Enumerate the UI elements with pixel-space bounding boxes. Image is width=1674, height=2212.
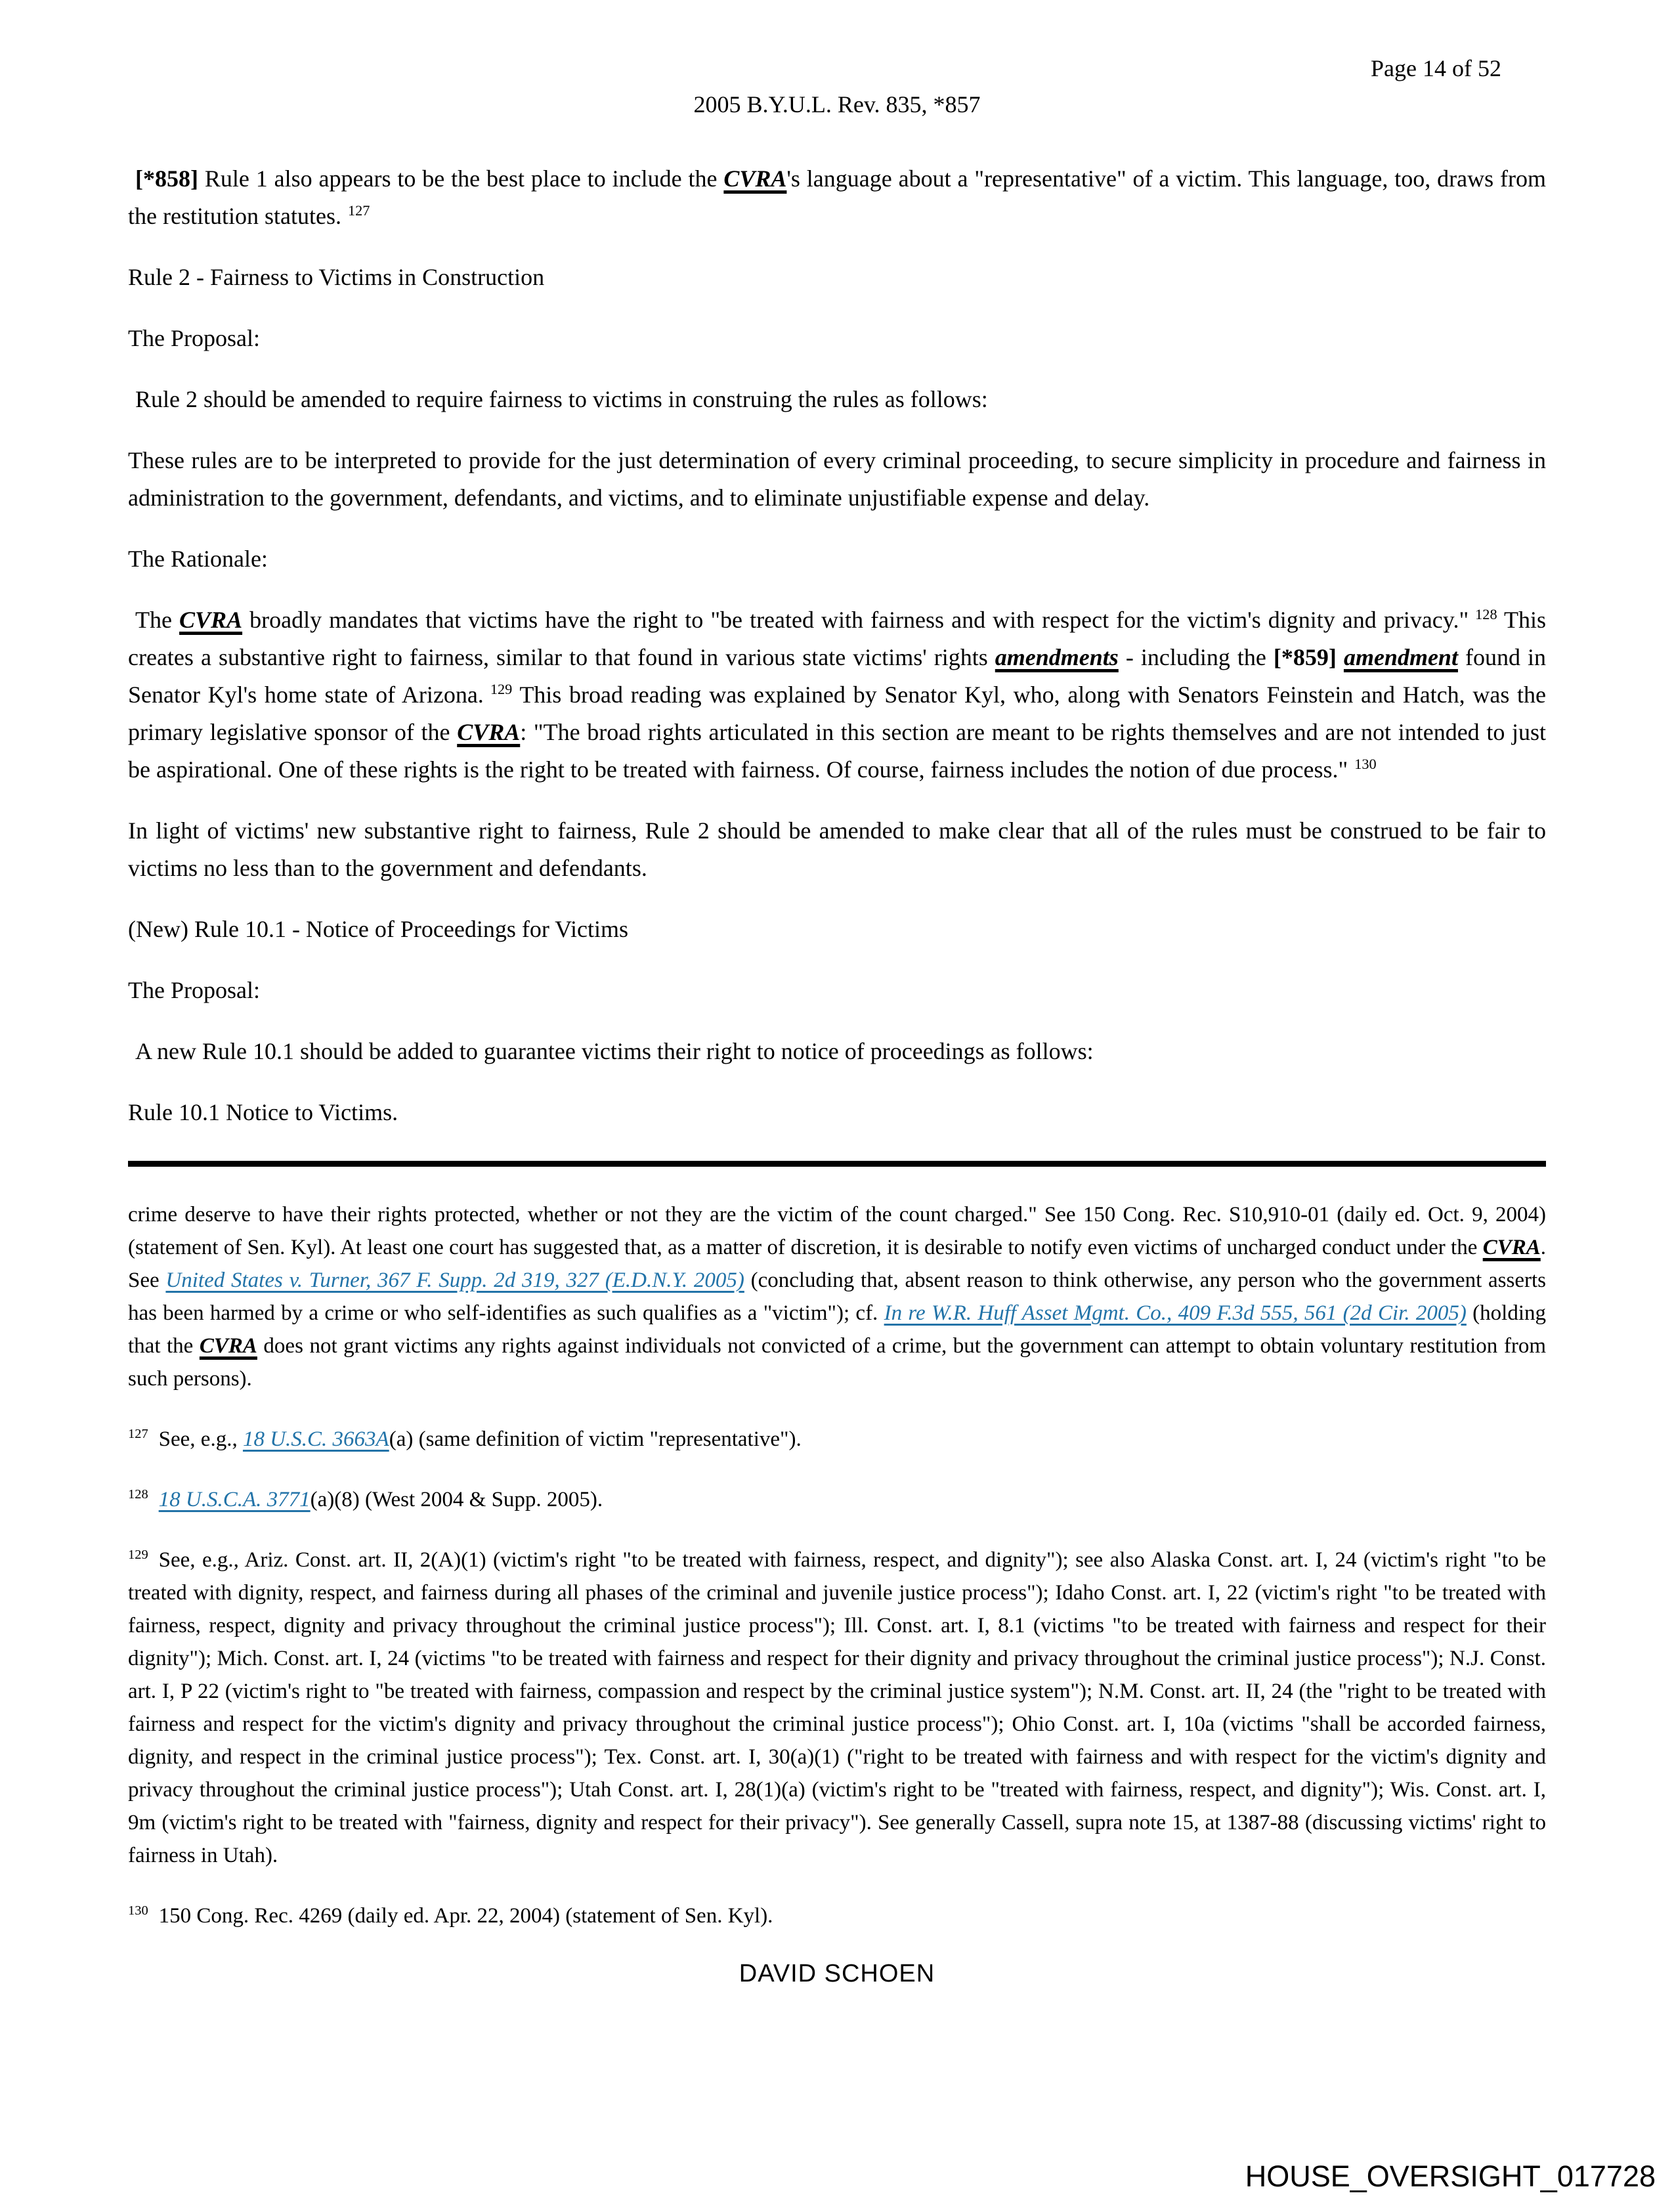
- the-rationale-label: [128, 540, 1546, 578]
- footnote-129: [128, 1544, 1546, 1872]
- text-run: Rule 10.1 Notice to Victims.: [128, 1099, 398, 1125]
- text-run: The Proposal:: [128, 977, 260, 1003]
- text-run: (a) (same definition of victim "representative").: [389, 1427, 802, 1451]
- footnote-126-continuation: [128, 1198, 1546, 1395]
- in-light-text: [128, 812, 1546, 887]
- emphasized-term: amendment: [1343, 644, 1458, 670]
- citation-link[interactable]: United States v. Turner, 367 F. Supp. 2d 319, 327 (E.D.N.Y. 2005): [165, 1269, 744, 1292]
- emphasized-term: CVRA: [457, 719, 521, 745]
- footnote-128: [128, 1483, 1546, 1516]
- text-run: : "The broad rights articulated in this section are meant to be rights themselves and are not intended to just be aspirational. One of these rights is the right to be treated with fairness. Of course, fairness includes the notion of due process.": [128, 719, 1546, 783]
- text-run: (concluding that, absent reason to think otherwise, any person who the government asserts has been harmed by a crime or who self-identifies as such qualifies as a "victim"); cf.: [128, 1269, 1546, 1325]
- footnote-number: 129: [128, 1548, 148, 1562]
- text-run: found in Senator Kyl's home state of Arizona.: [128, 644, 1547, 708]
- document-body: [128, 160, 1546, 1131]
- footnotes-section: [128, 1198, 1546, 1932]
- star-page-marker: [*859]: [1273, 644, 1337, 670]
- text-run: 's language about a "representative" of a victim. This language, too, draws from the restitution statutes.: [128, 165, 1546, 229]
- footnote-130: [128, 1899, 1546, 1932]
- text-run: See, e.g.,: [158, 1427, 243, 1451]
- text-run: See, e.g., Ariz. Const. art. II, 2(A)(1) (victim's right "to be treated with fairness, respect, and dignity"); see also Alaska Const. art. I, 24 (victim's right "to be treated with dignity, respect, and fairness during all phases of the criminal and juvenile justice process"); Idaho Const. art. I, 22 (victim's right "to be treated with fairness, respect, dignity and privacy throughout the criminal justice process"); Ill. Const. art. I, 8.1 (victims "to be treated with fairness and respect for their dignity"); Mich. Const. art. I, 24 (victims "to be treated with fairness and respect for their dignity and privacy throughout the criminal justice process"); N.J. Const. art. I, P 22 (victim's right to "be treated with fairness, compassion and respect by the criminal justice system"); N.M. Const. art. II, 24 (the "right to be treated with fairness and respect for the victim's dignity and privacy throughout the criminal justice process"); Ohio Const. art. I, 10a (victims "shall be accorded fairness, dignity, and respect in the criminal justice process"); Tex. Const. art. I, 30(a)(1) ("right to be treated with fairness and with respect for the victim's dignity and privacy throughout the criminal justice process"); Utah Const. art. I, 28(1)(a) (victim's right to be "treated with fairness, respect, and dignity"); Wis. Const. art. I, 9m (victim's right to be treated with "fairness, dignity and respect for their privacy"). See generally Cassell, supra note 15, at 1387-88 (discussing victims' right to fairness in Utah).: [128, 1548, 1546, 1867]
- footnote-ref: 130: [1354, 756, 1377, 772]
- text-run: The: [135, 607, 180, 633]
- text-run: In light of victims' new substantive right to fairness, Rule 2 should be amended to make clear that all of the rules must be construed to be fair to victims no less than to the government and defendants.: [128, 817, 1546, 881]
- footnote-ref: 128: [1475, 606, 1497, 622]
- text-run: does not grant victims any rights against individuals not convicted of a crime, but the government can attempt to obtain voluntary restitution from such persons).: [128, 1334, 1546, 1391]
- text-run: 150 Cong. Rec. 4269 (daily ed. Apr. 22, 2004) (statement of Sen. Kyl).: [158, 1904, 773, 1928]
- text-run: The Proposal:: [128, 325, 260, 351]
- emphasized-term: CVRA: [1482, 1236, 1541, 1259]
- footnote-ref: 127: [347, 202, 370, 219]
- citation-link[interactable]: 18 U.S.C.A. 3771: [158, 1488, 311, 1511]
- emphasized-term: amendments: [995, 644, 1119, 670]
- text-run: . See: [128, 1236, 1546, 1292]
- text-run: Rule 2 should be amended to require fairness to victims in construing the rules as follows:: [135, 386, 988, 412]
- text-run: (holding that the: [128, 1301, 1547, 1358]
- footnote-number: 128: [128, 1487, 148, 1502]
- footnote-separator: [128, 1161, 1546, 1167]
- footnote-number: 130: [128, 1903, 148, 1918]
- emphasized-term: CVRA: [723, 165, 787, 192]
- text-run: These rules are to be interpreted to provide for the just determination of every criminal proceeding, to secure simplicity in procedure and fairness in administration to the government, defendants, and victims, and to eliminate unjustifiable expense and delay.: [128, 447, 1546, 511]
- citation-link[interactable]: 18 U.S.C. 3663A: [242, 1427, 389, 1451]
- text-run: A new Rule 10.1 should be added to guarantee victims their right to notice of proceedings as follows:: [135, 1038, 1094, 1064]
- paragraph-858: [128, 160, 1546, 235]
- text-run: broadly mandates that victims have the right to "be treated with fairness and with respect for the victim's dignity and privacy.": [242, 607, 1469, 633]
- proposal-rule-2-intro: [128, 381, 1546, 418]
- the-proposal-label-1: [128, 320, 1546, 357]
- text-run: This broad reading was explained by Senator Kyl, who, along with Senators Feinstein and Hatch, was the primary legislative sponsor of the: [128, 682, 1546, 745]
- footnote-127: [128, 1423, 1546, 1456]
- text-run: Rule 2 - Fairness to Victims in Construction: [128, 264, 545, 290]
- bates-number: HOUSE_OVERSIGHT_017728: [1245, 2159, 1656, 2193]
- emphasized-term: CVRA: [199, 1334, 257, 1358]
- rationale-text: [128, 601, 1546, 789]
- the-proposal-label-2: [128, 972, 1546, 1009]
- text-run: - including the: [1118, 644, 1274, 670]
- proposal-rule-10-1-intro: [128, 1033, 1546, 1070]
- footnote-number: 127: [128, 1427, 148, 1441]
- emphasized-term: CVRA: [179, 607, 243, 633]
- rule-10-1-heading: [128, 1094, 1546, 1131]
- text-run: (a)(8) (West 2004 & Supp. 2005).: [310, 1488, 603, 1511]
- heading-rule-2: [128, 259, 1546, 296]
- document-citation-title: 2005 B.Y.U.L. Rev. 835, *857: [693, 91, 981, 118]
- rule-2-proposed-text: [128, 442, 1546, 517]
- text-run: [1337, 644, 1344, 670]
- page-number-label: Page 14 of 52: [1371, 55, 1501, 81]
- text-run: The Rationale:: [128, 546, 268, 572]
- citation-link[interactable]: In re W.R. Huff Asset Mgmt. Co., 409 F.3d 555, 561 (2d Cir. 2005): [884, 1301, 1467, 1325]
- author-stamp: DAVID SCHOEN: [739, 1960, 935, 1987]
- text-run: (New) Rule 10.1 - Notice of Proceedings for Victims: [128, 916, 628, 942]
- star-page-marker: [*858]: [135, 165, 198, 192]
- heading-rule-10-1: [128, 911, 1546, 948]
- text-run: Rule 1 also appears to be the best place to include the: [198, 165, 724, 192]
- footnote-ref: 129: [490, 681, 513, 697]
- text-run: This creates a substantive right to fairness, similar to that found in various state victims' rights: [128, 607, 1547, 670]
- text-run: crime deserve to have their rights protected, whether or not they are the victim of the count charged." See 150 Cong. Rec. S10,910-01 (daily ed. Oct. 9, 2004) (statement of Sen. Kyl). At least one court has suggested that, as a matter of discretion, it is desirable to notify even victims of uncharged conduct under the: [128, 1203, 1546, 1259]
